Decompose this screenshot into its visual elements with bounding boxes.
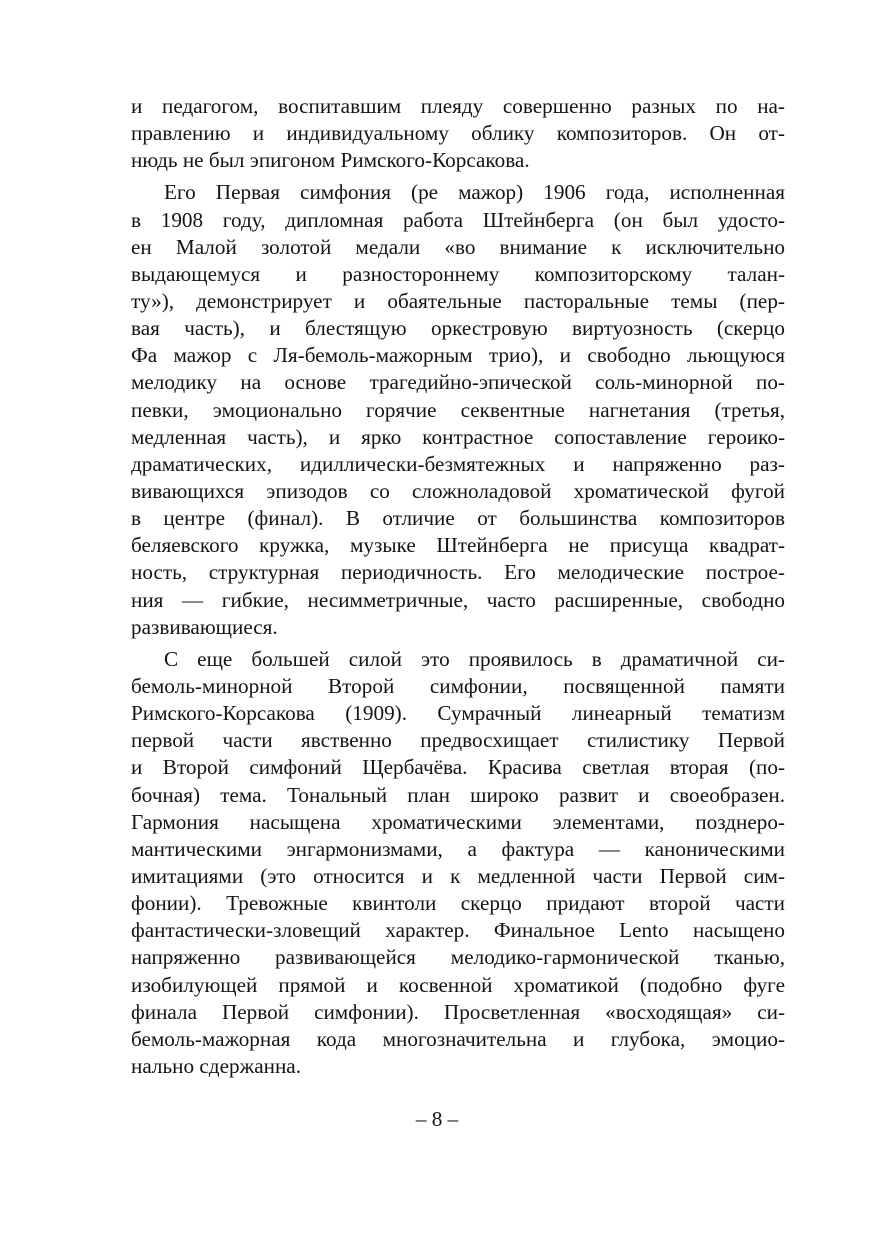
text-line: вивающихся эпизодов со сложноладовой хроматической фугой: [131, 478, 785, 503]
text-line: финала Первой симфонии). Просветленная «восходящая» си-: [131, 999, 785, 1024]
text-line: Фа мажор с Ля-бемоль-мажорным трио), и свободно льющуюся: [131, 343, 785, 368]
paragraph: [131, 646, 785, 1080]
text-line: изобилующей прямой и косвенной хроматикой (подобно фуге: [131, 972, 785, 997]
paragraph: [131, 179, 785, 640]
text-line: мелодику на основе трагедийно-эпической соль-минорной по-: [131, 370, 785, 395]
text-line: Гармония насыщена хроматическими элементами, позднеро-: [131, 809, 785, 834]
text-line: в центре (финал). В отличие от большинства композиторов: [131, 506, 785, 531]
text-line: вая часть), и блестящую оркестровую виртуозность (скерцо: [131, 316, 785, 341]
text-line: мантическими энгармонизмами, а фактура — каноническими: [131, 836, 785, 861]
text-line: певки, эмоционально горячие секвентные нагнетания (третья,: [131, 397, 785, 422]
page-number: – 8 –: [415, 1107, 459, 1131]
text-line: нюдь не был эпигоном Римского-Корсакова.: [131, 148, 530, 173]
text-line: нально сдержанна.: [131, 1053, 301, 1078]
text-line: ен Малой золотой медали «во внимание к исключительно: [131, 234, 785, 259]
text-line: ту»), демонстрирует и обаятельные пасторальные темы (пер-: [131, 288, 785, 313]
text-line: беляевского кружка, музыке Штейнберга не присуща квадрат-: [131, 533, 785, 558]
text-line: бемоль-минорной Второй симфонии, посвященной памяти: [131, 673, 785, 698]
text-line: правлению и индивидуальному облику композиторов. Он от-: [131, 121, 785, 146]
text-line: Римского-Корсакова (1909). Сумрачный линеарный тематизм: [131, 701, 785, 726]
text-line: драматических, идиллически-безмятежных и напряженно раз-: [131, 451, 785, 476]
text-line: и Второй симфоний Щербачёва. Красива светлая вторая (по-: [131, 755, 785, 780]
text-line: Его Первая симфония (ре мажор) 1906 года, исполненная: [164, 180, 785, 205]
text-line: С еще большей силой это проявилось в драматичной си-: [164, 646, 785, 671]
text-line: бочная) тема. Тональный план широко развит и своеобразен.: [131, 782, 785, 807]
paragraph: [131, 93, 785, 174]
body-text: [131, 93, 785, 1080]
text-line: в 1908 году, дипломная работа Штейнберга (он был удосто-: [131, 207, 785, 232]
text-line: выдающемуся и разностороннему композиторскому талан-: [131, 261, 785, 286]
text-line: первой части явственно предвосхищает стилистику Первой: [131, 728, 785, 753]
text-line: развивающиеся.: [131, 614, 278, 639]
text-line: ния — гибкие, несимметричные, часто расширенные, свободно: [131, 587, 785, 612]
text-line: медленная часть), и ярко контрастное сопоставление героико-: [131, 424, 785, 449]
text-line: имитациями (это относится и к медленной части Первой сим-: [131, 863, 785, 888]
text-line: фантастически-зловещий характер. Финальное Lento насыщено: [131, 918, 785, 943]
text-line: и педагогом, воспитавшим плеяду совершенно разных по на-: [131, 94, 785, 118]
text-line: бемоль-мажорная кода многозначительна и глубока, эмоцио-: [131, 1026, 785, 1051]
text-line: ность, структурная периодичность. Его мелодические построе-: [131, 560, 785, 585]
text-line: напряженно развивающейся мелодико-гармонической тканью,: [131, 945, 785, 970]
text-line: фонии). Тревожные квинтоли скерцо придают второй части: [131, 891, 785, 916]
